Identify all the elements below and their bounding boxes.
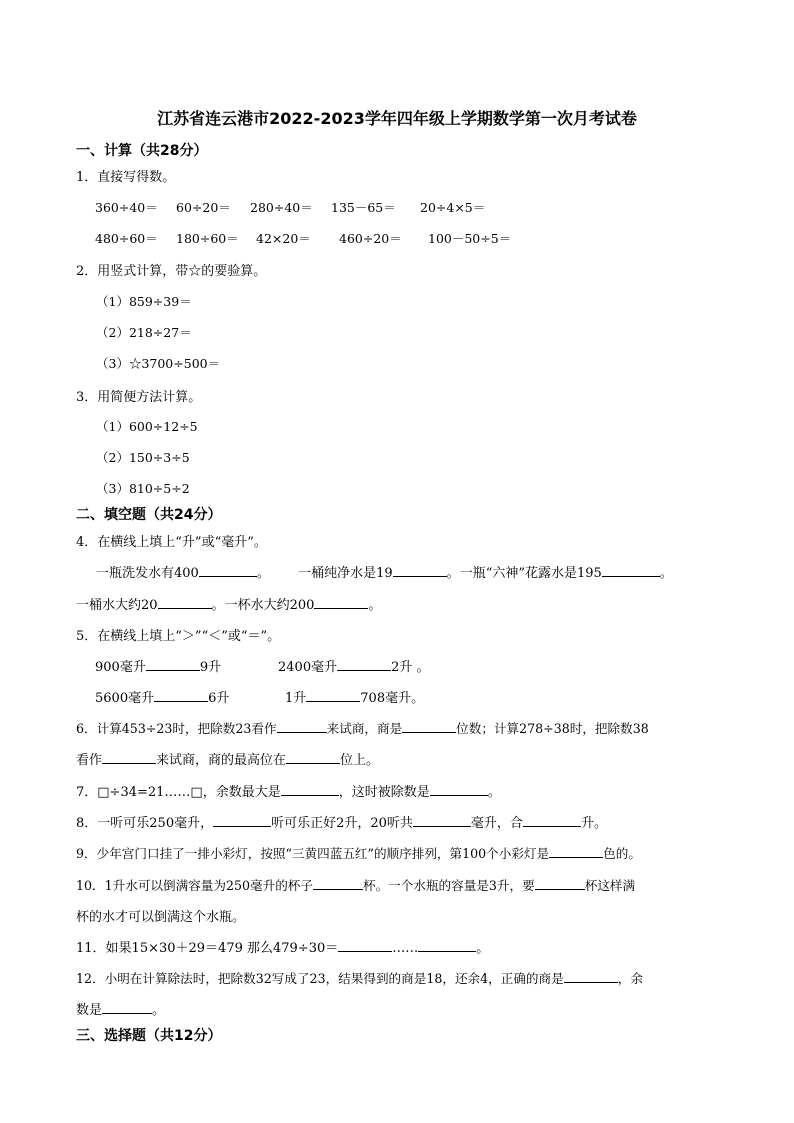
answer-blank[interactable] xyxy=(430,783,488,796)
question-7: 7．□÷34=21……□，余数最大是 ，这时被除数是 。 xyxy=(76,785,501,800)
answer-blank[interactable] xyxy=(535,877,585,890)
answer-blank[interactable] xyxy=(281,783,339,796)
question-5-label: 5．在横线上填上“＞”“＜”或“＝”。 xyxy=(76,629,281,644)
question-6-line-1: 6．计算453÷23时，把除数23看作 来试商，商是 位数；计算278÷38时，把除数38 xyxy=(76,721,649,736)
question-10-line-2: 杯的水才可以倒满这个水瓶。 xyxy=(76,910,246,925)
answer-blank[interactable] xyxy=(146,658,200,671)
exam-page: 江苏省连云港市2022-2023学年四年级上学期数学第一次月考试卷 一、计算（共28分） 1．直接写得数。 360÷40＝ 60÷20＝ 280÷40＝ 135－65＝ 20÷4×5＝ 480÷60＝ 180÷60＝ 42×20＝ 460÷20＝ 100－50÷5＝ 2．用竖式计算，带☆的要验算。 （1）859÷39＝ （2）218÷27＝ （3）☆3700÷500＝ 3．用简便方法计算。 （1）600÷12÷5 （2）150÷3÷5 （3）810÷5÷2 二、填空题（共24分） 4．在横线上填上“升”或“毫升”。 一瓶洗发水有400 。 一桶纯净水是19 。一瓶“六神”花露水是195 。 一桶水大约20 。一杯水大约200 。 5．在横线上填上“＞”“＜”或“＝”。 900毫升 9升 2400毫升 2升 。 5600毫升 6升 1升 708毫升。 6．计算453÷23时，把除数23看作 来试商，商是 位数；计算278÷38时，把除数38 看作 来试商，商的最高位在 位上。 7．□÷34=21……□，余数最大是 ，这时被除数是 。 8．一听可乐250毫升， 听可乐正好2升，20听共 毫升，合 升。 9．少年宫门口挂了一排小彩灯，按照“三黄四蓝五红”的顺序排列，第100个小彩灯是 色的。 10．1升水可以倒满容量为250毫升的杯子 杯。一个水瓶的容量是3升，要 杯这样满 杯的水才可以倒满这个水瓶。 11．如果15×30＋29＝479 那么479÷30＝ …… 。 12．小明在计算除法时，把除数32写成了23，结果得到的商是18，还余4，正确的商是 ，余 数是 。 三、选择题（共12分） xyxy=(0,0,794,1123)
answer-blank[interactable] xyxy=(338,939,392,952)
q1-expr: 42×20＝ xyxy=(256,231,311,246)
q4-line-1: 一瓶洗发水有400 。 一桶纯净水是19 。一瓶“六神”花露水是195 。 xyxy=(96,566,673,581)
question-4-label: 4．在横线上填上“升”或“毫升”。 xyxy=(76,535,267,550)
answer-blank[interactable] xyxy=(199,564,257,577)
question-12-line-1: 12．小明在计算除法时，把除数32写成了23，结果得到的商是18，还余4，正确的商是 ，余 xyxy=(76,971,643,986)
q1-expr: 280÷40＝ xyxy=(250,200,313,215)
answer-blank[interactable] xyxy=(314,596,368,609)
q2-item: （3）☆3700÷500＝ xyxy=(96,356,221,371)
section-heading-fill-in: 二、填空题（共24分） xyxy=(76,507,222,523)
question-6-line-2: 看作 来试商，商的最高位在 位上。 xyxy=(76,753,380,768)
question-11: 11．如果15×30＋29＝479 那么479÷30＝ …… 。 xyxy=(76,941,490,956)
answer-blank[interactable] xyxy=(277,720,327,733)
answer-blank[interactable] xyxy=(549,845,603,858)
q3-item: （2）150÷3÷5 xyxy=(96,450,190,465)
q1-expr: 180÷60＝ xyxy=(176,231,239,246)
q1-expr: 135－65＝ xyxy=(331,200,396,215)
answer-blank[interactable] xyxy=(154,689,208,702)
answer-blank[interactable] xyxy=(564,970,618,983)
answer-blank[interactable] xyxy=(337,658,391,671)
answer-blank[interactable] xyxy=(306,689,360,702)
q1-expr: 480÷60＝ xyxy=(95,231,158,246)
page-title: 江苏省连云港市2022-2023学年四年级上学期数学第一次月考试卷 xyxy=(157,109,637,128)
q1-expr: 100－50÷5＝ xyxy=(428,231,512,246)
q4-line-2: 一桶水大约20 。一杯水大约200 。 xyxy=(76,598,382,613)
question-8: 8．一听可乐250毫升， 听可乐正好2升，20听共 毫升，合 升。 xyxy=(76,816,607,831)
q1-expr: 20÷4×5＝ xyxy=(420,200,486,215)
question-1-label: 1．直接写得数。 xyxy=(76,170,176,185)
answer-blank[interactable] xyxy=(402,720,456,733)
answer-blank[interactable] xyxy=(523,814,581,827)
answer-blank[interactable] xyxy=(158,596,212,609)
q1-expr: 460÷20＝ xyxy=(339,231,402,246)
q3-item: （1）600÷12÷5 xyxy=(96,419,198,434)
q1-expr: 360÷40＝ xyxy=(95,200,158,215)
answer-blank[interactable] xyxy=(602,564,660,577)
q3-item: （3）810÷5÷2 xyxy=(96,481,190,496)
q1-expr: 60÷20＝ xyxy=(176,200,231,215)
answer-blank[interactable] xyxy=(213,814,271,827)
question-9: 9．少年宫门口挂了一排小彩灯，按照“三黄四蓝五红”的顺序排列，第100个小彩灯是 色的。 xyxy=(76,846,641,861)
answer-blank[interactable] xyxy=(102,1001,152,1014)
answer-blank[interactable] xyxy=(313,877,363,890)
answer-blank[interactable] xyxy=(393,564,447,577)
q2-item: （1）859÷39＝ xyxy=(96,294,192,309)
answer-blank[interactable] xyxy=(286,751,340,764)
section-heading-multiple-choice: 三、选择题（共12分） xyxy=(76,1028,222,1044)
question-10-line-1: 10．1升水可以倒满容量为250毫升的杯子 杯。一个水瓶的容量是3升，要 杯这样满 xyxy=(76,878,636,893)
question-3-label: 3．用简便方法计算。 xyxy=(76,390,202,405)
answer-blank[interactable] xyxy=(102,751,156,764)
question-2-label: 2．用竖式计算，带☆的要验算。 xyxy=(76,264,267,279)
answer-blank[interactable] xyxy=(418,939,476,952)
question-12-line-2: 数是 。 xyxy=(76,1003,166,1018)
answer-blank[interactable] xyxy=(413,814,471,827)
section-heading-calculation: 一、计算（共28分） xyxy=(76,143,208,159)
q2-item: （2）218÷27＝ xyxy=(96,325,192,340)
